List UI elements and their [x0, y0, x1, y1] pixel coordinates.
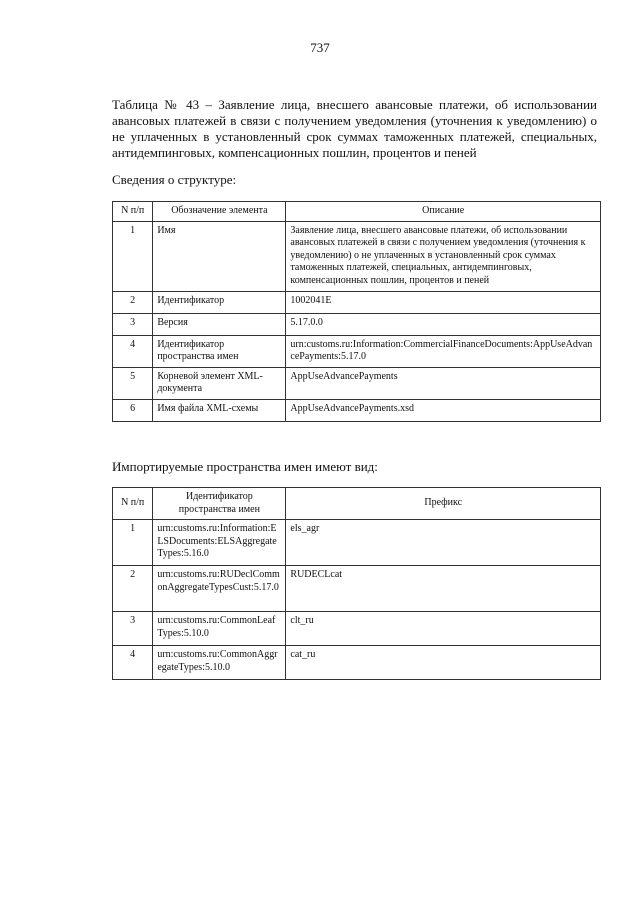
row-number: 1 [113, 221, 153, 291]
row-number: 3 [113, 313, 153, 335]
row-element: Корневой элемент XML-документа [153, 367, 286, 399]
table-row [113, 646, 601, 680]
row-description: Заявление лица, внесшего авансовые платежи, об использовании авансовых платежей в связи с получением уведомления (уточнения к уведомлению) о не уплаченных в установленный срок суммах таможенных платежей, специальных, антидемпинговых, компенсационных пошлин, процентов и пеней [286, 221, 601, 291]
structure-table [112, 201, 601, 422]
row-description: 5.17.0.0 [286, 313, 601, 335]
structure-section-title: Сведения о структуре: [112, 172, 237, 187]
table-row [113, 291, 601, 313]
row-number: 2 [113, 291, 153, 313]
row-number: 1 [113, 520, 153, 566]
row-number: 4 [113, 335, 153, 367]
row-number: 6 [113, 399, 153, 421]
row-namespace: urn:customs.ru:CommonLeafTypes:5.10.0 [153, 612, 286, 646]
table-row [113, 367, 601, 399]
row-description: urn:customs.ru:Information:CommercialFinanceDocuments:AppUseAdvancePayments:5.17.0 [286, 335, 601, 367]
table-row [113, 335, 601, 367]
row-element: Идентификатор [153, 291, 286, 313]
row-element: Версия [153, 313, 286, 335]
table-row [113, 566, 601, 612]
row-prefix: RUDECLcat [286, 566, 601, 612]
header-number: N п/п [113, 202, 153, 222]
page-number: 737 [310, 40, 330, 55]
table-header-row [113, 202, 601, 222]
row-element: Имя [153, 221, 286, 291]
table-header-row [113, 488, 601, 520]
row-description: 1002041E [286, 291, 601, 313]
namespaces-table [112, 487, 601, 680]
row-prefix: cat_ru [286, 646, 601, 680]
row-prefix: clt_ru [286, 612, 601, 646]
table-row [113, 520, 601, 566]
header-description: Описание [286, 202, 601, 222]
header-namespace: Идентификатор пространства имен [153, 488, 286, 520]
row-description: AppUseAdvancePayments [286, 367, 601, 399]
row-number: 3 [113, 612, 153, 646]
row-element: Имя файла XML-схемы [153, 399, 286, 421]
row-number: 2 [113, 566, 153, 612]
row-prefix: els_agr [286, 520, 601, 566]
table-row [113, 221, 601, 291]
table-row [113, 313, 601, 335]
table-row [113, 612, 601, 646]
row-number: 4 [113, 646, 153, 680]
header-element: Обозначение элемента [153, 202, 286, 222]
row-namespace: urn:customs.ru:CommonAggregateTypes:5.10.0 [153, 646, 286, 680]
table-caption: Таблица № 43 – Заявление лица, внесшего авансовые платежи, об использовании авансовых платежей в связи с получением уведомления (уточнения к уведомлению) о не уплаченных в установленный срок суммах таможенных платежей, специальных, антидемпинговых, компенсационных пошлин, процентов и пеней [112, 97, 597, 160]
header-prefix: Префикс [286, 488, 601, 520]
row-namespace: urn:customs.ru:RUDeclCommonAggregateTypesCust:5.17.0 [153, 566, 286, 612]
row-description: AppUseAdvancePayments.xsd [286, 399, 601, 421]
namespaces-section-title: Импортируемые пространства имен имеют вид: [112, 459, 378, 474]
header-number: N п/п [113, 488, 153, 520]
row-element: Идентификатор пространства имен [153, 335, 286, 367]
table-row [113, 399, 601, 421]
row-number: 5 [113, 367, 153, 399]
row-namespace: urn:customs.ru:Information:ELSDocuments:ELSAggregateTypes:5.16.0 [153, 520, 286, 566]
